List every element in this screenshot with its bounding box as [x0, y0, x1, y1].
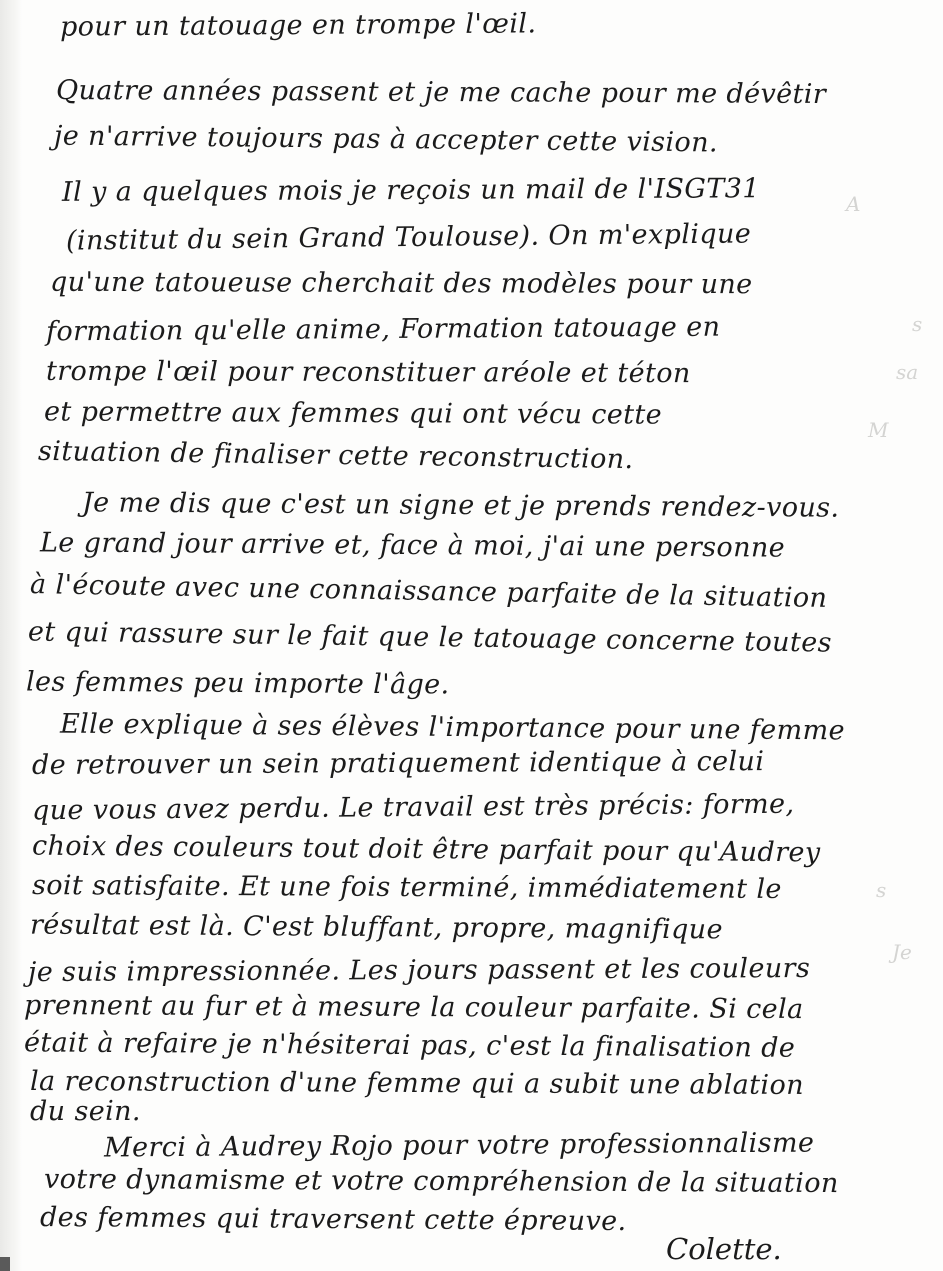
show-through-text: s [912, 312, 923, 336]
letter-line: trompe l'œil pour reconstituer aréole et téton [45, 355, 691, 390]
letter-line: que vous avez perdu. Le travail est très précis: forme, [31, 788, 795, 827]
scan-corner [0, 1257, 10, 1271]
letter-line: Il y a quelques mois je reçois un mail de l'ISGT31 [61, 173, 760, 208]
letter-line: Merci à Audrey Rojo pour votre professionnalisme [103, 1127, 815, 1164]
letter-line: soit satisfaite. Et une fois terminé, immédiatement le [31, 870, 782, 905]
show-through-text: s [876, 878, 887, 902]
letter-line: pour un tatouage en trompe l'œil. [59, 8, 537, 43]
letter-line: Je me dis que c'est un signe et je prends rendez-vous. [81, 487, 840, 524]
letter-line: Quatre années passent et je me cache pour me dévêtir [55, 74, 827, 111]
letter-line: était à refaire je n'hésiterai pas, c'est la finalisation de [23, 1027, 796, 1064]
letter-line: et qui rassure sur le fait que le tatouage concerne toutes [27, 616, 833, 659]
letter-line: votre dynamisme et votre compréhension de la situation [43, 1163, 839, 1200]
letter-line: qu'une tatoueuse cherchait des modèles pour une [49, 266, 753, 301]
show-through-text: M [868, 418, 889, 442]
letter-line: je suis impressionnée. Les jours passent et les couleurs [27, 952, 811, 989]
paper-edge [0, 0, 22, 1271]
letter-line: à l'écoute avec une connaissance parfaite de la situation [29, 569, 828, 614]
letter-line: les femmes peu importe l'âge. [25, 666, 450, 701]
show-through-text: sa [896, 360, 919, 384]
letter-line: des femmes qui traversent cette épreuve. [39, 1201, 627, 1238]
letter-line: de retrouver un sein pratiquement identique à celui [31, 746, 765, 781]
letter-line: du sein. [30, 1096, 141, 1127]
letter-line: choix des couleurs tout doit être parfait pour qu'Audrey [31, 830, 821, 869]
show-through-text: A [846, 192, 861, 216]
letter-line: formation qu'elle anime, Formation tatouage en [45, 311, 721, 348]
letter-line: Le grand jour arrive et, face à moi, j'ai une personne [39, 527, 786, 564]
letter-line: Elle explique à ses élèves l'importance pour une femme [59, 708, 846, 747]
letter-line: et permettre aux femmes qui ont vécu cette [43, 396, 663, 431]
letter-line: situation de finaliser cette reconstruction. [37, 435, 634, 476]
letter-line: (institut du sein Grand Toulouse). On m'explique [65, 218, 752, 257]
letter-line: je n'arrive toujours pas à accepter cette vision. [53, 120, 719, 159]
letter-line: résultat est là. C'est bluffant, propre, magnifique [29, 909, 724, 946]
letter-line: la reconstruction d'une femme qui a subit une ablation [29, 1065, 805, 1102]
show-through-text: Je [892, 940, 912, 964]
letter-line: prennent au fur et à mesure la couleur parfaite. Si cela [23, 989, 804, 1026]
signature: Colette. [666, 1232, 782, 1266]
